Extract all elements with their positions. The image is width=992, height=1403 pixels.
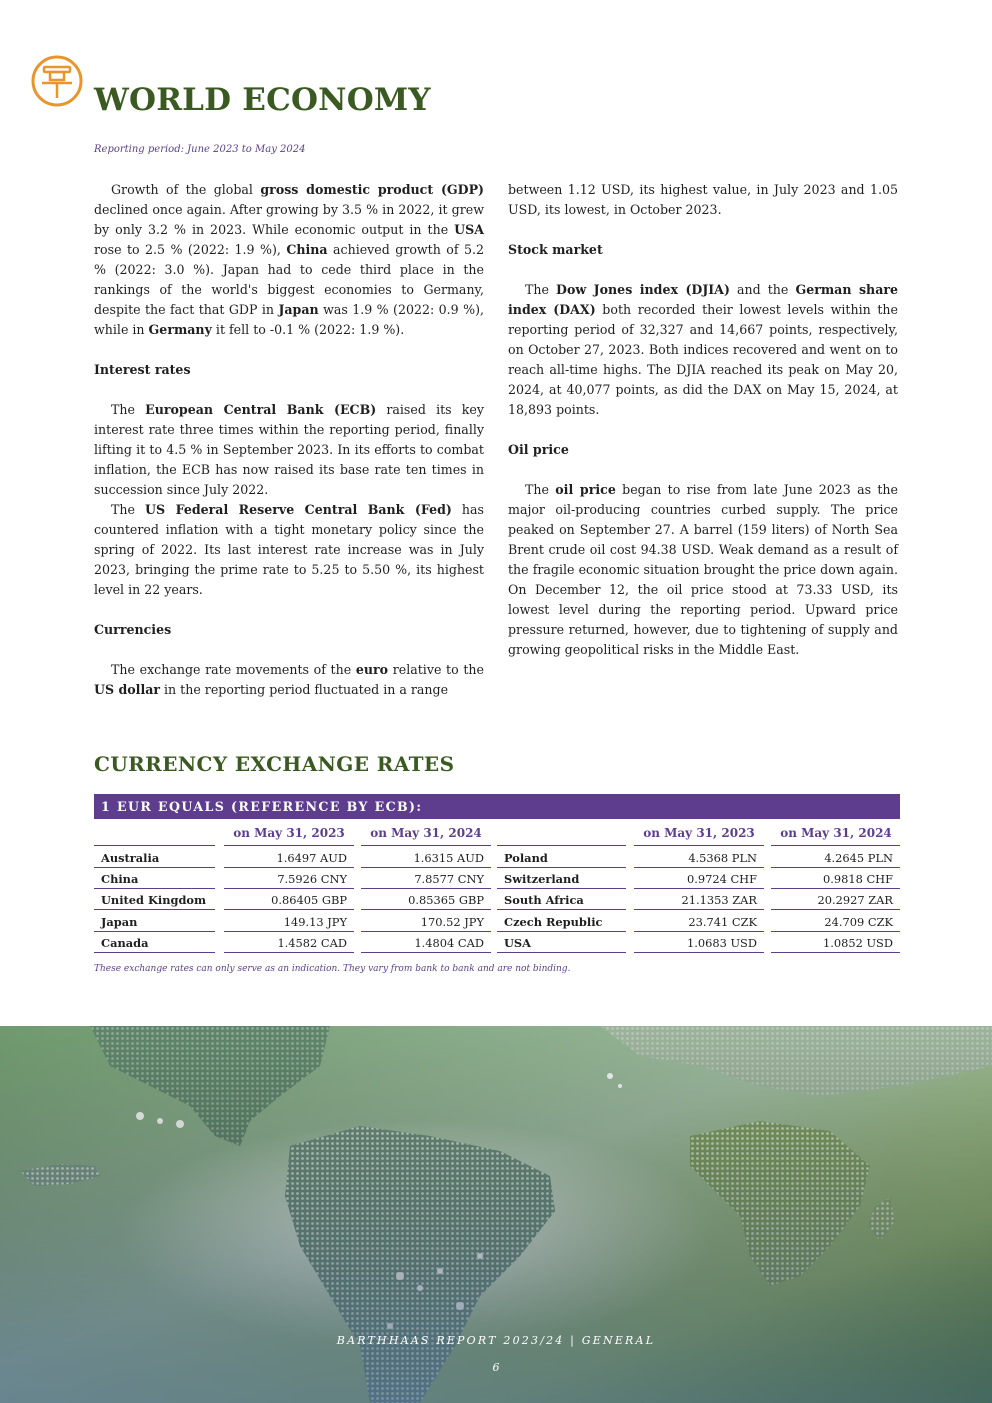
exchange-rates-note: These exchange rates can only serve as an indication. They vary from bank to bank and are not binding.: [94, 964, 571, 974]
rate-cell: 1.6315 AUD: [361, 848, 491, 868]
country-cell: Australia: [94, 848, 215, 868]
rate-cell: 4.5368 PLN: [634, 848, 764, 868]
col-header-2023-right: on May 31, 2023: [643, 826, 755, 840]
oil-price-heading: Oil price: [508, 442, 569, 457]
rate-cell: 23.741 CZK: [634, 912, 764, 932]
country-cell: Czech Republic: [497, 912, 626, 932]
rate-cell: 0.9818 CHF: [771, 869, 900, 889]
col-header-2023-left: on May 31, 2023: [233, 826, 345, 840]
left-column: [94, 180, 484, 700]
oil-paragraph: The oil price began to rise from late June 2023 as the major oil-producing countries curbed supply. The price peaked on September 27. A barrel (159 liters) of North Sea Brent crude oil cost 94.38 USD. Weak demand as a result of the fragile economic situation brought the price down again. On December 12, the oil price stood at 73.33 USD, its lowest level during the reporting period. Upward price pressure returned, however, due to tightening of supply and growing geopolitical risks in the Middle East.: [508, 482, 898, 657]
ecb-paragraph: The European Central Bank (ECB) raised its key interest rate three times within the reporting period, finally lifting it to 4.5 % in September 2023. In its efforts to combat inflation, the ECB has now raised its base rate ten times in succession since July 2022.: [94, 402, 484, 497]
page-title: WORLD ECONOMY: [94, 82, 431, 118]
currencies-continued: between 1.12 USD, its highest value, in July 2023 and 1.05 USD, its lowest, in October 2023.: [508, 182, 898, 217]
stock-paragraph: The Dow Jones index (DJIA) and the German share index (DAX) both recorded their lowest levels within the reporting period of 32,327 and 14,667 points, respectively, on October 27, 2023. Both indices recovered and went on to reach all-time highs. The DJIA reached its peak on May 20, 2024, at 40,077 points, as did the DAX on May 15, 2024, at 18,893 points.: [508, 282, 899, 417]
rate-cell: 21.1353 ZAR: [634, 890, 764, 910]
country-cell: China: [94, 869, 215, 889]
right-column: [508, 180, 898, 660]
country-cell: USA: [497, 933, 626, 953]
reporting-period: Reporting period: June 2023 to May 2024: [94, 144, 306, 155]
interest-rates-heading: Interest rates: [94, 362, 191, 377]
rate-cell: 170.52 JPY: [361, 912, 491, 932]
rate-cell: 1.4582 CAD: [224, 933, 354, 953]
rate-cell: 4.2645 PLN: [771, 848, 900, 868]
exchange-rates-bar: 1 EUR EQUALS (REFERENCE BY ECB):: [94, 794, 900, 819]
country-cell: Japan: [94, 912, 215, 932]
rate-cell: 149.13 JPY: [224, 912, 354, 932]
gdp-paragraph: Growth of the global gross domestic product (GDP) declined once again. After growing by 3.5 % in 2022, it grew by only 3.2 % in 2023. While economic output in the USA rose to 2.5 % (2022: 1.9 %), China achieved growth of 5.2 % (2022: 3.0 %). Japan had to cede third place in the rankings of the world's biggest economies to Germany, despite the fact that GDP in Japan was 1.9 % (2022: 0.9 %), while in Germany it fell to -0.1 % (2022: 1.9 %).: [94, 182, 485, 337]
report-footer-label: BARTHHAAS REPORT 2023/24 | GENERAL: [336, 1334, 656, 1347]
country-cell: South Africa: [497, 890, 626, 910]
currencies-heading: Currencies: [94, 622, 172, 637]
rate-cell: 1.0852 USD: [771, 933, 900, 953]
rate-cell: 1.4804 CAD: [361, 933, 491, 953]
stock-market-heading: Stock market: [508, 242, 603, 257]
exchange-rates-title: CURRENCY EXCHANGE RATES: [94, 752, 455, 776]
country-cell: Switzerland: [497, 869, 626, 889]
rate-cell: 0.85365 GBP: [361, 890, 491, 910]
rate-cell: 7.5926 CNY: [224, 869, 354, 889]
country-cell: Canada: [94, 933, 215, 953]
rate-cell: 0.9724 CHF: [634, 869, 764, 889]
col-header-2024-right: on May 31, 2024: [780, 826, 892, 840]
hop-press-icon: [30, 54, 84, 108]
rate-cell: 24.709 CZK: [771, 912, 900, 932]
rate-cell: 0.86405 GBP: [224, 890, 354, 910]
rate-cell: 7.8577 CNY: [361, 869, 491, 889]
page-number: 6: [492, 1361, 500, 1374]
rate-cell: 1.0683 USD: [634, 933, 764, 953]
rate-cell: 1.6497 AUD: [224, 848, 354, 868]
col-header-2024-left: on May 31, 2024: [370, 826, 482, 840]
rate-cell: 20.2927 ZAR: [771, 890, 900, 910]
fed-paragraph: The US Federal Reserve Central Bank (Fed) has countered inflation with a tight monetary policy since the spring of 2022. Its last interest rate increase was in July 2023, bringing the prime rate to 5.25 to 5.50 %, its highest level in 22 years.: [94, 502, 484, 597]
country-cell: United Kingdom: [94, 890, 215, 910]
currencies-paragraph: The exchange rate movements of the euro relative to the US dollar in the reporting period fluctuated in a range: [94, 662, 484, 697]
country-cell: Poland: [497, 848, 626, 868]
